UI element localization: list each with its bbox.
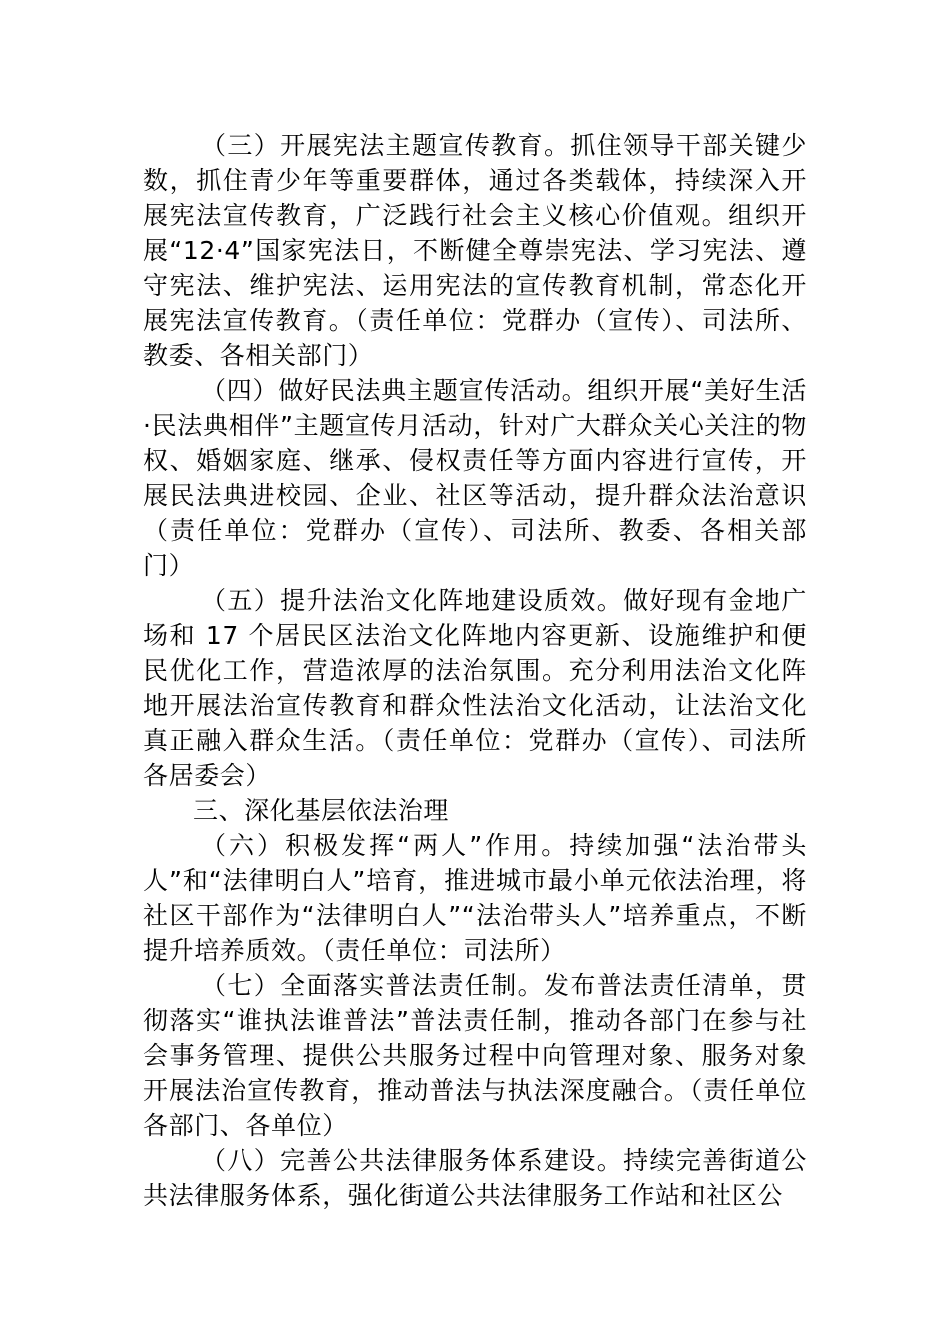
paragraph-rule-of-law-culture-sites: （五）提升法治文化阵地建设质效。做好现有金地广场和 17 个居民区法治文化阵地内容更新、设施维护和便民优化工作，营造浓厚的法治氛围。充分利用法治文化阵地开展法治宣传教育和群众性法治文化活动，让法治文化真正融入群众生活。（责任单位：党群办（宣传）、司法所各居委会） [143, 586, 807, 790]
paragraph-public-legal-services: （八）完善公共法律服务体系建设。持续完善街道公共法律服务体系，强化街道公共法律服务工作站和社区公 [143, 1146, 807, 1210]
paragraph-responsibility-system: （七）全面落实普法责任制。发布普法责任清单，贯彻落实“谁执法谁普法”普法责任制，推动各部门在参与社会事务管理、提供公共服务过程中向管理对象、服务对象开展法治宣传教育，推动普法与执法深度融合。（责任单位各部门、各单位） [143, 971, 807, 1140]
document-body [143, 128, 807, 1213]
paragraph-civil-code-campaign: （四）做好民法典主题宣传活动。组织开展“美好生活·民法典相伴”主题宣传月活动，针对广大群众关心关注的物权、婚姻家庭、继承、侵权责任等方面内容进行宣传，开展民法典进校园、企业、社区等活动，提升群众法治意识（责任单位：党群办（宣传）、司法所、教委、各相关部门） [143, 376, 807, 580]
paragraph-two-persons-role: （六）积极发挥“两人”作用。持续加强“法治带头人”和“法律明白人”培育，推进城市最小单元依法治理，将社区干部作为“法律明白人”“法治带头人”培养重点，不断提升培养质效。（责任单位：司法所） [143, 831, 807, 965]
section-heading: 三、深化基层依法治理 [193, 796, 450, 825]
paragraph-constitution-education: （三）开展宪法主题宣传教育。抓住领导干部关键少数，抓住青少年等重要群体，通过各类载体，持续深入开展宪法宣传教育，广泛践行社会主义核心价值观。组织开展“12·4”国家宪法日，不断健全尊崇宪法、学习宪法、遵守宪法、维护宪法、运用宪法的宣传教育机制，常态化开展宪法宣传教育。（责任单位：党群办（宣传）、司法所、教委、各相关部门） [143, 131, 807, 370]
